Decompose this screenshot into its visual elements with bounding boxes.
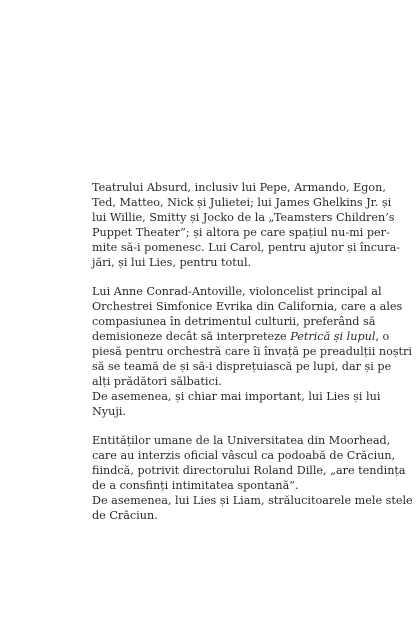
text-line: Teatrului Absurd, inclusiv lui Pepe, Armando, Egon, <box>92 181 386 194</box>
text-line: Lui Anne Conrad-Antoville, violoncelist principal al <box>92 285 382 298</box>
text-fragment: demisioneze decât să interpreteze <box>92 330 291 343</box>
text-line: de Crăciun. <box>92 509 158 522</box>
text-line: lui Willie, Smitty și Jocko de la „Teamsters Children’s <box>92 211 395 224</box>
paragraph-orchestra <box>92 284 412 419</box>
book-title: Petrică și lupul <box>290 330 376 343</box>
paragraph-theater <box>92 180 401 270</box>
text-line: compasiunea în detrimentul culturii, preferând să <box>92 315 376 328</box>
text-line: jări, și lui Lies, pentru totul. <box>92 256 252 269</box>
text-line-with-title <box>92 329 390 344</box>
paragraph-university <box>92 433 413 523</box>
text-line: Nyuji. <box>92 405 126 418</box>
text-line: mite să-i pomenesc. Lui Carol, pentru ajutor și încura- <box>92 241 401 254</box>
text-fragment: , o <box>375 330 390 343</box>
text-line: alți prădători sălbatici. <box>92 375 222 388</box>
text-line: piesă pentru orchestră care îi învață pe preadulții noștri <box>92 345 412 358</box>
text-line: să se teamă de și să-i disprețuiască pe lupi, dar și pe <box>92 360 392 373</box>
text-line: Ted, Matteo, Nick și Julietei; lui James Ghelkins Jr. și <box>92 196 392 209</box>
text-line: De asemenea, și chiar mai important, lui Lies și lui <box>92 390 381 403</box>
acknowledgements-text <box>92 180 413 523</box>
text-line: Entităților umane de la Universitatea din Moorhead, <box>92 434 391 447</box>
text-line: fiindcă, potrivit directorului Roland Dille, „are tendința <box>92 464 406 477</box>
text-line: care au interzis oficial vâscul ca podoabă de Crăciun, <box>92 449 396 462</box>
text-line: Puppet Theater”; și altora pe care spațiul nu-mi per- <box>92 226 390 239</box>
text-line: de a consfinți intimitatea spontană“. <box>92 479 299 492</box>
text-line: De asemenea, lui Lies și Liam, strălucitoarele mele stele <box>92 494 413 507</box>
text-line: Orchestrei Simfonice Evrika din California, care a ales <box>92 300 403 313</box>
